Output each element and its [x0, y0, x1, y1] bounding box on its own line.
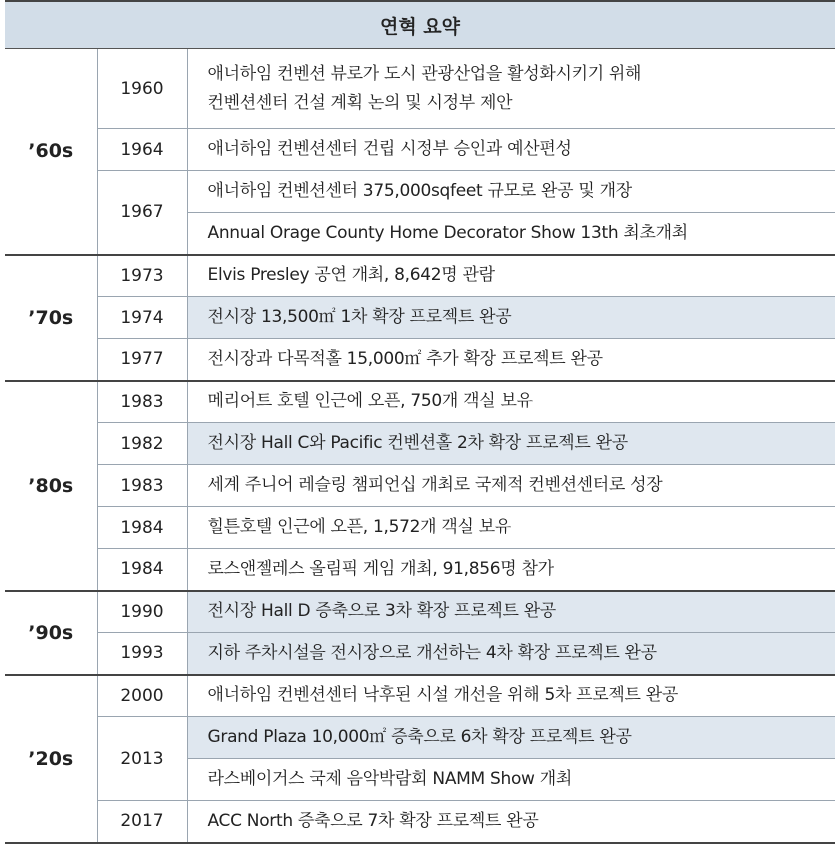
decade-label: ’70s [5, 255, 97, 381]
year-cell: 2013 [97, 717, 187, 801]
year-cell: 1993 [97, 633, 187, 675]
event-description: 로스앤젤레스 올림픽 게임 개최, 91,856명 참가 [187, 549, 835, 591]
event-description: 애너하임 컨벤션센터 낙후된 시설 개선을 위해 5차 프로젝트 완공 [187, 675, 835, 717]
decade-label: ’20s [5, 675, 97, 843]
event-description: 힐튼호텔 인근에 오픈, 1,572개 객실 보유 [187, 507, 835, 549]
year-cell: 1983 [97, 465, 187, 507]
event-description: Annual Orage County Home Decorator Show 13th 최초개최 [187, 213, 835, 255]
event-description: ACC North 증축으로 7차 확장 프로젝트 완공 [187, 801, 835, 843]
event-description: 라스베이거스 국제 음악박람회 NAMM Show 개최 [187, 759, 835, 801]
event-description: 전시장 Hall C와 Pacific 컨벤션홀 2차 확장 프로젝트 완공 [187, 423, 835, 465]
event-description: Elvis Presley 공연 개최, 8,642명 관람 [187, 255, 835, 297]
year-cell: 1977 [97, 339, 187, 381]
history-summary-table [5, 0, 835, 844]
event-description: 전시장 Hall D 증축으로 3차 확장 프로젝트 완공 [187, 591, 835, 633]
year-cell: 1974 [97, 297, 187, 339]
event-description: 세계 주니어 레슬링 챔피언십 개최로 국제적 컨벤션센터로 성장 [187, 465, 835, 507]
event-description: Grand Plaza 10,000㎡ 증축으로 6차 확장 프로젝트 완공 [187, 717, 835, 759]
year-cell: 1982 [97, 423, 187, 465]
event-description: 애너하임 컨벤션센터 건립 시정부 승인과 예산편성 [187, 129, 835, 171]
year-cell: 1973 [97, 255, 187, 297]
year-cell: 1984 [97, 549, 187, 591]
year-cell: 1964 [97, 129, 187, 171]
year-cell: 1984 [97, 507, 187, 549]
year-cell: 1960 [97, 49, 187, 129]
year-cell: 1983 [97, 381, 187, 423]
year-cell: 2000 [97, 675, 187, 717]
event-description: 메리어트 호텔 인근에 오픈, 750개 객실 보유 [187, 381, 835, 423]
event-description: 전시장 13,500㎡ 1차 확장 프로젝트 완공 [187, 297, 835, 339]
event-description [187, 49, 835, 129]
event-description: 전시장과 다목적홀 15,000㎡ 추가 확장 프로젝트 완공 [187, 339, 835, 381]
event-description: 지하 주차시설을 전시장으로 개선하는 4차 확장 프로젝트 완공 [187, 633, 835, 675]
year-cell: 2017 [97, 801, 187, 843]
table-title: 연혁 요약 [5, 1, 835, 49]
event-line: 컨벤션센터 건설 계획 논의 및 시정부 제안 [207, 92, 513, 113]
year-cell: 1967 [97, 171, 187, 255]
decade-label: ’90s [5, 591, 97, 675]
history-table-container [5, 0, 835, 844]
decade-label: ’60s [5, 49, 97, 255]
event-description: 애너하임 컨벤션센터 375,000sqfeet 규모로 완공 및 개장 [187, 171, 835, 213]
year-cell: 1990 [97, 591, 187, 633]
event-line: 애너하임 컨벤션 뷰로가 도시 관광산업을 활성화시키기 위해 [207, 63, 642, 84]
decade-label: ’80s [5, 381, 97, 591]
